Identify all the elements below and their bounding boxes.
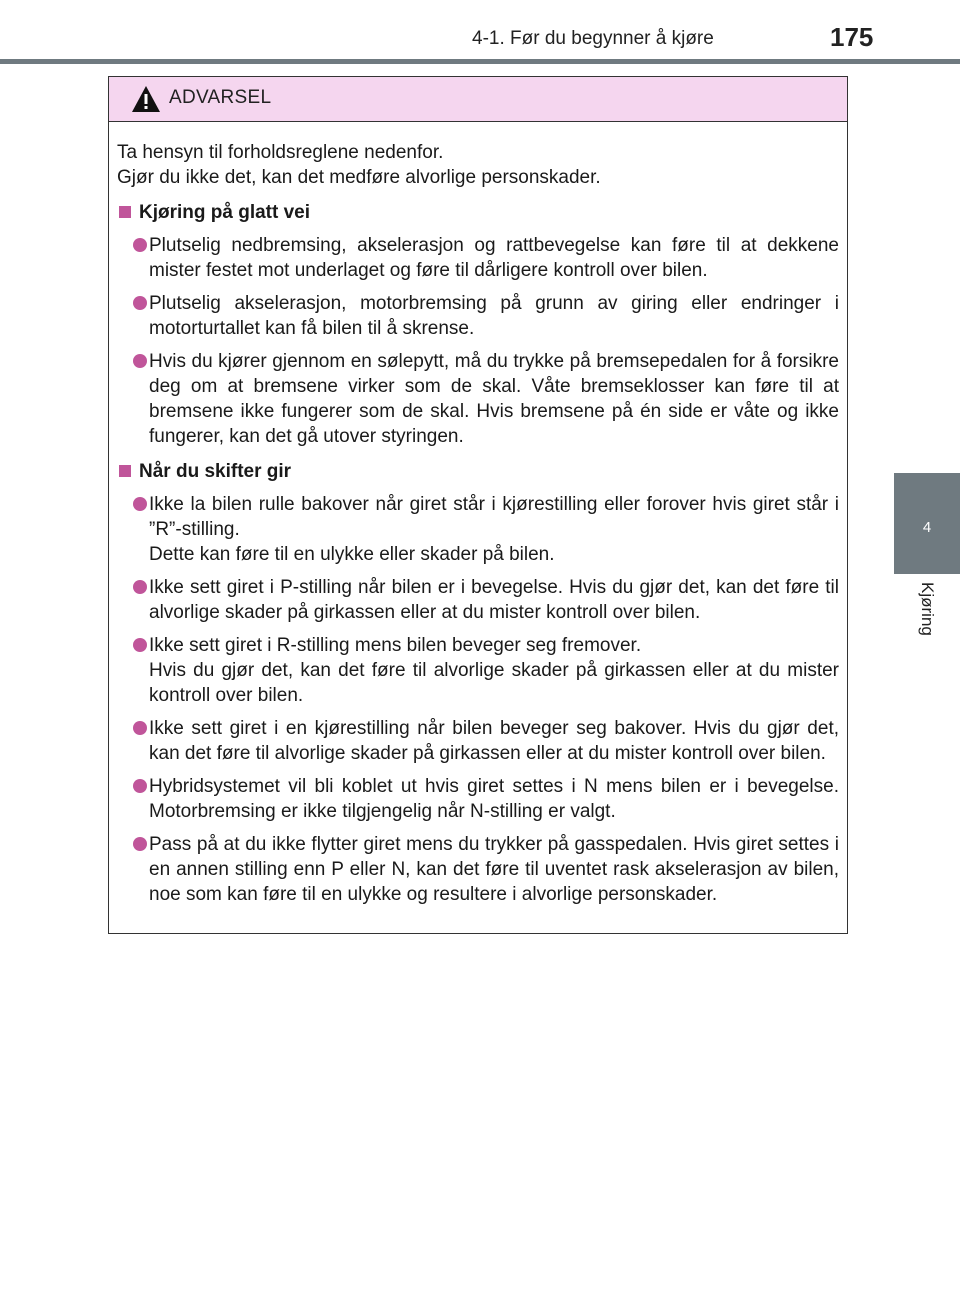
list-item — [117, 492, 839, 567]
item-text: Plutselig nedbremsing, akselerasjon og rattbevegelse kan føre til at dekkene mister festet mot underlaget og føre til dårligere kontroll over bilen. — [149, 235, 839, 281]
round-bullet-icon — [133, 837, 147, 851]
section-title: 4-1. Før du begynner å kjøre — [472, 28, 714, 49]
round-bullet-icon — [133, 497, 147, 511]
chapter-label: Kjøring — [918, 582, 937, 636]
square-bullet-icon — [119, 465, 131, 477]
warning-sections — [117, 200, 839, 907]
chapter-label-area — [894, 574, 960, 684]
section-heading-text: Når du skifter gir — [139, 461, 292, 482]
list-item — [117, 633, 839, 708]
item-text: Plutselig akselerasjon, motorbremsing på grunn av giring eller endringer i motorturtallet kan få bilen til å skrense. — [149, 293, 839, 339]
list-item — [117, 832, 839, 907]
chapter-number: 4 — [922, 519, 932, 536]
round-bullet-icon — [133, 354, 147, 368]
list-item — [117, 575, 839, 625]
section-heading — [117, 200, 839, 225]
list-item — [117, 233, 839, 283]
round-bullet-icon — [133, 296, 147, 310]
page-header — [0, 0, 960, 64]
list-item — [117, 349, 839, 449]
header-rule — [0, 59, 960, 64]
warning-title: ADVARSEL — [169, 87, 272, 108]
section-heading — [117, 459, 839, 484]
page-number: 175 — [830, 22, 874, 52]
warning-intro — [117, 140, 839, 190]
round-bullet-icon — [133, 238, 147, 252]
warning-header — [109, 77, 847, 122]
bullet-list — [117, 492, 839, 907]
round-bullet-icon — [133, 779, 147, 793]
list-item — [117, 774, 839, 824]
warning-body — [109, 122, 847, 907]
item-text: Dette kan føre til en ulykke eller skader på bilen. — [149, 544, 555, 565]
warning-box — [108, 76, 848, 934]
bullet-list — [117, 233, 839, 449]
intro-line: Ta hensyn til forholdsreglene nedenfor. — [117, 142, 444, 163]
item-text: Hvis du kjører gjennom en sølepytt, må du trykke på bremsepedalen for å forsikre deg om at bremsene virker som de skal. Våte bremseklosser kan føre til at bremsene ikke fungerer som de skal. Hvis bremsene på én side er våte og ikke fungerer, kan det gå utover styringen. — [149, 351, 839, 447]
warning-triangle-icon — [131, 85, 161, 113]
item-text: Ikke la bilen rulle bakover når giret står i kjørestilling eller forover hvis giret står i ”R”-stilling. — [149, 494, 839, 540]
item-text: Hvis du gjør det, kan det føre til alvorlige skader på girkassen eller at du mister kontroll over bilen. — [149, 660, 839, 706]
section-heading-text: Kjøring på glatt vei — [139, 202, 311, 223]
chapter-tab — [894, 473, 960, 574]
item-text: Pass på at du ikke flytter giret mens du trykker på gasspedalen. Hvis giret settes i en annen stilling enn P eller N, kan det føre til uventet rask akselerasjon av bilen, noe som kan føre til en ulykke og resultere i alvorlige personskader. — [149, 834, 839, 905]
round-bullet-icon — [133, 721, 147, 735]
item-text: Ikke sett giret i P-stilling når bilen er i bevegelse. Hvis du gjør det, kan det føre til alvorlige skader på girkassen eller at du mister kontroll over bilen. — [149, 577, 839, 623]
round-bullet-icon — [133, 580, 147, 594]
round-bullet-icon — [133, 638, 147, 652]
list-item — [117, 291, 839, 341]
square-bullet-icon — [119, 206, 131, 218]
list-item — [117, 716, 839, 766]
item-text: Ikke sett giret i R-stilling mens bilen beveger seg fremover. — [149, 635, 642, 656]
item-text: Ikke sett giret i en kjørestilling når bilen beveger seg bakover. Hvis du gjør det, kan det føre til alvorlige skader på girkassen eller at du mister kontroll over bilen. — [149, 718, 839, 764]
item-text: Hybridsystemet vil bli koblet ut hvis giret settes i N mens bilen er i bevegelse. Motorbremsing er ikke tilgjengelig når N-stilling er valgt. — [149, 776, 839, 822]
intro-line: Gjør du ikke det, kan det medføre alvorlige personskader. — [117, 167, 601, 188]
